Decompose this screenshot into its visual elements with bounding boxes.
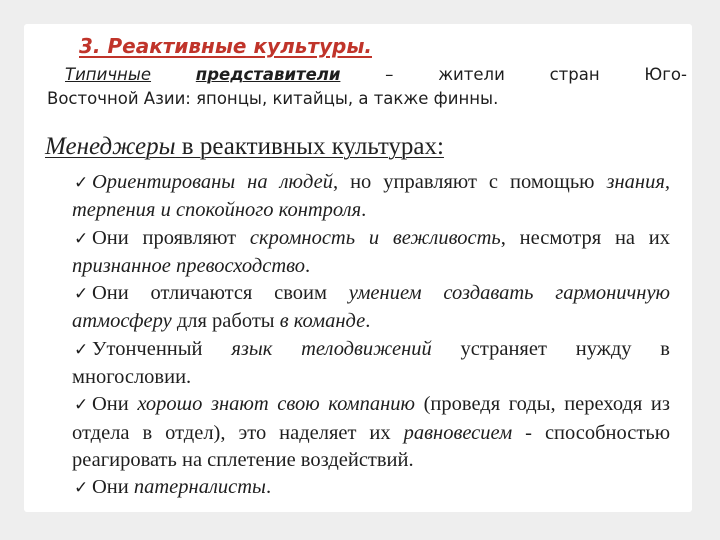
intro-word: – — [385, 65, 394, 84]
intro-word: стран — [549, 65, 600, 84]
item-text: , но управляют с помощью — [332, 171, 607, 193]
intro-line-2: Восточной Азии: японцы, китайцы, а также финны. — [47, 89, 499, 108]
item-text: патерналисты — [133, 476, 266, 499]
list-item — [72, 336, 670, 392]
list-item — [72, 280, 670, 336]
item-text: равновесием — [403, 421, 513, 444]
list-item — [72, 225, 670, 281]
item-text: . — [265, 476, 272, 499]
item-text: устраняет нужду в многословии. — [72, 337, 670, 389]
item-text: знания, терпения и спокойного контроля — [72, 171, 670, 222]
item-text: . — [365, 310, 371, 333]
item-text: в команде — [279, 310, 366, 333]
item-text: Они проявляют — [92, 226, 250, 249]
item-text: - способностью реагировать на сплетение воздействий. — [72, 421, 671, 471]
item-text: хорошо знают свою компанию — [137, 393, 416, 416]
list-item — [72, 391, 670, 474]
checkmark-icon: ✓ — [74, 173, 89, 193]
bullet-list — [72, 169, 670, 503]
item-text: Ориентированы на людей — [92, 171, 333, 193]
intro-word: жители — [438, 65, 505, 84]
heading-text: в реактивных культурах: — [175, 133, 444, 160]
item-text: Они — [92, 393, 138, 416]
checkmark-icon: ✓ — [74, 478, 89, 499]
intro-line-1 — [47, 63, 687, 87]
slide-title: 3. Реактивные культуры. — [79, 34, 372, 58]
checkmark-icon: ✓ — [74, 339, 89, 360]
item-text: Они отличаются своим — [92, 282, 349, 305]
item-text: Они — [92, 476, 134, 499]
item-text: скромность и вежливость — [249, 226, 501, 249]
heading-word-managers: Менеджеры — [45, 133, 176, 160]
checkmark-icon: ✓ — [74, 228, 89, 249]
item-text: . — [305, 254, 311, 277]
intro-word: Типичные — [65, 65, 152, 84]
list-item — [72, 169, 670, 225]
item-text: умением создавать гармоничную атмосферу — [72, 282, 670, 333]
section-heading — [45, 133, 444, 161]
checkmark-icon: ✓ — [74, 284, 89, 305]
intro-word-representatives: представители — [195, 65, 341, 84]
intro-paragraph — [47, 63, 687, 111]
list-item — [72, 474, 670, 502]
checkmark-icon: ✓ — [74, 395, 89, 416]
item-text: (проведя годы, переходя из отдела в отдел), это наделяет их — [72, 393, 671, 444]
item-text: язык телодвижений — [231, 337, 432, 360]
item-text: , несмотря на их — [500, 226, 671, 249]
item-text: признанное превосходство — [72, 254, 306, 277]
item-text: Утонченный — [92, 337, 232, 360]
item-text: . — [361, 199, 367, 222]
item-text: для работы — [171, 310, 280, 333]
intro-word: Юго- — [644, 65, 687, 84]
